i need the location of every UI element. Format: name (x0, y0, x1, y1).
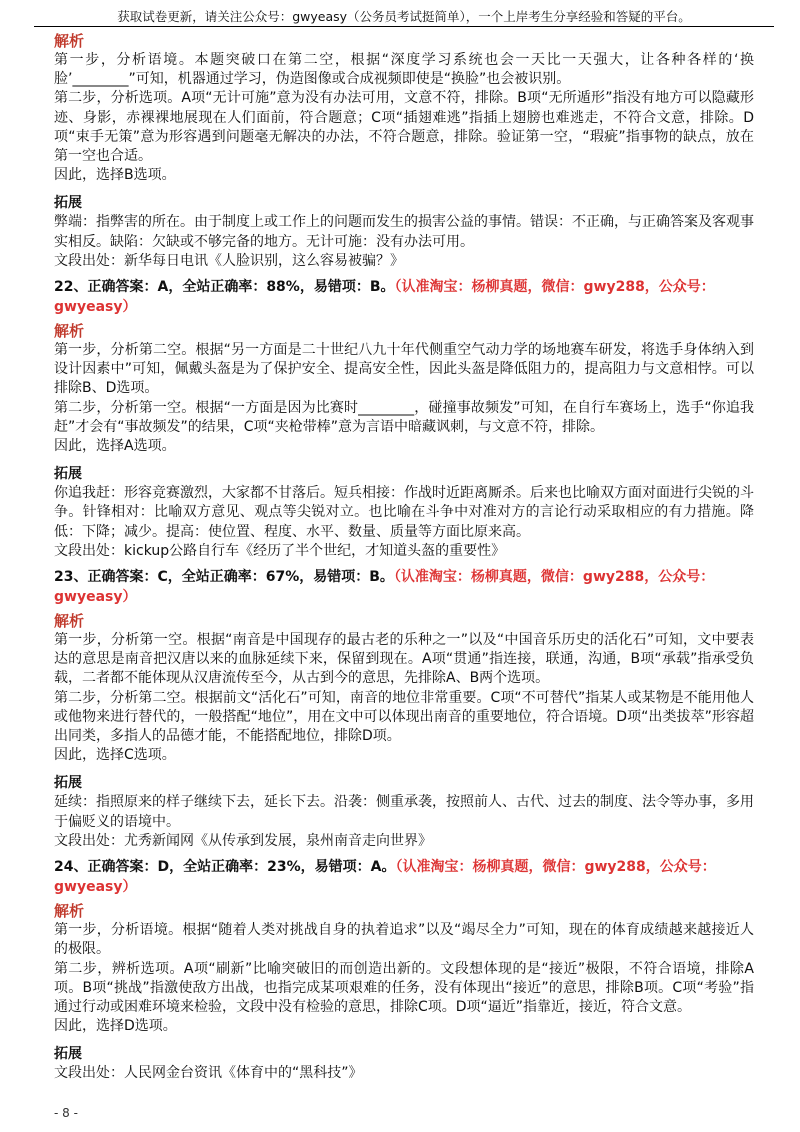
analysis-paragraph: 第二步，分析第一空。根据“一方面是因为比赛时________，碰撞事故频发”可知，在自行车赛场上，选手“你追我赶”才会有“事故频发”的结果，C项“夹枪带棒”意为言语中暗藏讽刺，与文意不符，排除。 (54, 399, 754, 435)
analysis-paragraph: 第一步，分析第二空。根据“另一方面是二十世纪八九十年代侧重空气动力学的场地赛车研发，将选手身体纳入到设计因素中”可知，佩戴头盔是为了保护安全、提高安全性，因此头盔是降低阻力的，提高阻力与文意相悖。可以排除B、D选项。 (54, 342, 754, 397)
analysis-heading: 解析 (54, 902, 85, 921)
source-line: 文段出处：尤秀新闻网《从传承到发展，泉州南音走向世界》 (54, 832, 432, 849)
analysis-heading: 解析 (54, 612, 85, 631)
answer-header-24 (54, 857, 754, 897)
analysis-paragraph: 第二步，辨析选项。A项“刷新”比喻突破旧的而创造出新的。文段想体现的是“接近”极限，不符合语境，排除A项。B项“挑战”指激使敌方出战，也指完成某项艰难的任务，没有体现出“接近”的意思，排除B项。C项“考验”指通过行动或困难环境来检验，文段中没有检验的意思，排除C项。D项“逼近”指靠近，接近，符合文意。 (54, 960, 754, 1015)
extension-paragraph: 你追我赶：形容竞赛激烈，大家都不甘落后。短兵相接：作战时近距离厮杀。后来也比喻双方面对面进行尖锐的斗争。针锋相对：比喻双方意见、观点等尖锐对立。也比喻在斗争中对准对方的言论行动采取相应的有力措施。降低：下降；减少。提高：使位置、程度、水平、数量、质量等方面比原来高。 (54, 485, 754, 540)
extension-heading: 拓展 (54, 195, 82, 212)
analysis-paragraph: 第二步，分析选项。A项“无计可施”意为没有办法可用，文意不符，排除。B项“无所遁形”指没有地方可以隐藏形迹、身影，赤裸裸地展现在人们面前，符合题意；C项“插翅难逃”指插上翅膀也难逃走，不符合文意，排除。D项“束手无策”意为形容遇到问题毫无解决的办法，不符合题意，排除。验证第一空，“瑕疵”指事物的缺点，放在第一空也合适。 (54, 90, 754, 165)
answer-header-23 (54, 567, 754, 607)
analysis-paragraph: 第二步，分析第二空。根据前文“活化石”可知，南音的地位非常重要。C项“不可替代”指某人或某物是不能用他人或他物来进行替代的，一般搭配“地位”，用在文中可以体现出南音的重要地位，符合语境。D项“出类拔萃”形容超出同类，多指人的品德才能，不能搭配地位，排除D项。 (54, 689, 754, 745)
answer-header-22 (54, 277, 754, 317)
answer-summary: 24、正确答案：D，全站正确率：23%，易错项：A。 (54, 859, 396, 876)
analysis-conclusion: 因此，选择C选项。 (54, 747, 176, 764)
analysis-paragraph: 第一步，分析第一空。根据“南音是中国现存的最古老的乐种之一”以及“中国音乐历史的活化石”可知，文中要表达的意思是南音把汉唐以来的血脉延续下来，保留到现在。A项“贯通”指连接，联通，沟通，B项“承载”指承受负载，二者都不能体现从汉唐流传至今，从古到今的意思，先排除A、B两个选项。 (54, 632, 754, 687)
analysis-heading: 解析 (54, 32, 85, 50)
analysis-paragraph: 第一步，分析语境。根据“随着人类对挑战自身的执着追求”以及“竭尽全力”可知，现在的体育成绩越来越接近人的极限。 (54, 922, 754, 958)
page-content (54, 31, 754, 1084)
analysis-paragraph: 第一步，分析语境。本题突破口在第二空，根据“深度学习系统也会一天比一天强大，让各种各样的‘换脸’________”可知，机器通过学习，伪造图像或合成视频即使是“换脸”也会被识别。 (54, 52, 754, 88)
source-line: 文段出处：kickup公路自行车《经历了半个世纪，才知道头盔的重要性》 (54, 542, 506, 559)
advert-text: （认准淘宝：杨柳真题，微信：gwy288，公众号：gwyeasy） (54, 569, 715, 606)
source-line: 文段出处：新华每日电讯《人脸识别，这么容易被骗？》 (54, 252, 404, 269)
analysis-heading: 解析 (54, 322, 85, 341)
extension-paragraph: 弊端：指弊害的所在。由于制度上或工作上的问题而发生的损害公益的事情。错误：不正确，与正确答案及客观事实相反。缺陷：欠缺或不够完备的地方。无计可施：没有办法可用。 (54, 214, 754, 250)
extension-heading: 拓展 (54, 1046, 82, 1063)
page-header: 获取试卷更新，请关注公众号：gwyeasy（公务员考试挺简单），一个上岸考生分享经验和答疑的平台。 (34, 0, 774, 27)
page-number: - 8 - (54, 1106, 78, 1120)
advert-text: （认准淘宝：杨柳真题，微信：gwy288，公众号：gwyeasy） (54, 859, 716, 896)
advert-text: （认准淘宝：杨柳真题，微信：gwy288，公众号：gwyeasy） (54, 279, 715, 316)
extension-paragraph: 延续：指照原来的样子继续下去，延长下去。沿袭：侧重承袭，按照前人、古代、过去的制度、法令等办事，多用于偏贬义的语境中。 (54, 794, 754, 830)
analysis-conclusion: 因此，选择D选项。 (54, 1018, 177, 1035)
analysis-conclusion: 因此，选择B选项。 (54, 167, 176, 184)
extension-heading: 拓展 (54, 466, 82, 483)
analysis-conclusion: 因此，选择A选项。 (54, 438, 176, 455)
answer-summary: 22、正确答案：A，全站正确率：88%，易错项：B。 (54, 279, 395, 296)
answer-summary: 23、正确答案：C，全站正确率：67%，易错项：B。 (54, 569, 394, 586)
source-line: 文段出处：人民网金台资讯《体育中的“黑科技”》 (54, 1065, 363, 1082)
extension-heading: 拓展 (54, 775, 82, 792)
